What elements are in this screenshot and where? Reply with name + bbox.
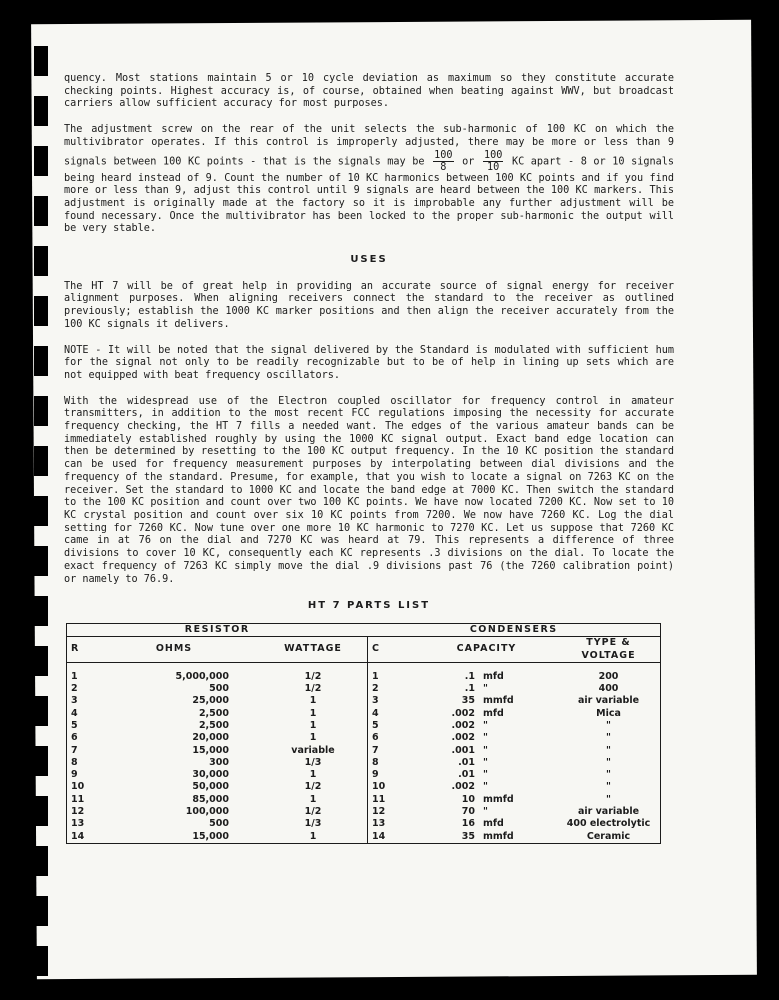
section-heading-uses: USES xyxy=(350,254,388,266)
condenser-capacity: .002 xyxy=(451,781,475,793)
condenser-unit: mfd xyxy=(483,707,504,719)
condenser-capacity: .002 xyxy=(451,719,475,731)
condenser-type-voltage: Mica xyxy=(596,707,621,719)
binding-notch xyxy=(34,246,48,276)
column-header-c: C xyxy=(368,637,417,663)
table-row xyxy=(67,720,661,732)
resistor-number: 8 xyxy=(71,756,78,768)
resistor-number: 11 xyxy=(71,793,85,805)
resistor-number: 7 xyxy=(71,744,78,756)
resistor-ohms: 2,500 xyxy=(198,719,229,731)
resistor-wattage: 1 xyxy=(309,793,317,805)
binding-notch xyxy=(34,96,48,126)
resistor-ohms: 15,000 xyxy=(192,830,229,842)
fraction-100-over-8 xyxy=(433,150,453,173)
binding-notch xyxy=(34,196,48,226)
table-row xyxy=(67,794,661,806)
binding-notch xyxy=(34,596,48,626)
condenser-capacity: .002 xyxy=(451,732,475,744)
condenser-capacity: .01 xyxy=(458,769,475,781)
binding-notch xyxy=(34,696,48,726)
resistor-number: 5 xyxy=(71,719,78,731)
table-row xyxy=(67,781,661,793)
table-row xyxy=(67,818,661,830)
resistor-ohms: 20,000 xyxy=(192,732,229,744)
resistor-wattage: 1/2 xyxy=(304,781,322,793)
condenser-capacity: 70 xyxy=(461,806,475,818)
resistor-wattage: 1 xyxy=(309,732,317,744)
binding-notch xyxy=(34,896,48,926)
resistor-number: 9 xyxy=(71,769,78,781)
resistor-wattage: 1/2 xyxy=(304,670,322,682)
condenser-unit: " xyxy=(483,769,488,781)
binding-notch xyxy=(34,346,48,376)
condenser-number: 12 xyxy=(368,806,417,818)
condenser-unit: mfd xyxy=(483,818,504,830)
resistor-number: 6 xyxy=(71,732,78,744)
table-row xyxy=(67,683,661,695)
binding-notch xyxy=(34,846,48,876)
condenser-number: 4 xyxy=(368,708,417,720)
resistor-ohms: 2,500 xyxy=(198,707,229,719)
binding-notch xyxy=(34,646,48,676)
column-header-type-voltage: TYPE & VOLTAGE xyxy=(557,637,661,663)
paragraph-adjustment-screw xyxy=(64,124,674,236)
resistor-ohms: 100,000 xyxy=(185,806,229,818)
resistor-wattage: variable xyxy=(291,744,335,756)
resistor-ohms: 500 xyxy=(209,683,229,695)
condenser-capacity: 16 xyxy=(461,818,475,830)
resistor-ohms: 5,000,000 xyxy=(175,670,229,682)
parts-list-table xyxy=(66,623,661,844)
fraction-100-over-10 xyxy=(483,150,503,173)
condenser-type-voltage: air variable xyxy=(577,806,640,818)
condenser-type-voltage: air variable xyxy=(577,695,640,707)
column-header-r: R xyxy=(67,637,116,663)
condenser-unit: " xyxy=(483,719,488,731)
resistor-number: 3 xyxy=(71,695,78,707)
resistor-ohms: 85,000 xyxy=(192,793,229,805)
paragraph-note-hum: NOTE - It will be noted that the signal delivered by the Standard is modulated with sufficient hum for the signal not only to be readily recognizable but to be of help in lining up sets which are not equipped with beat frequency oscillators. xyxy=(64,344,674,381)
binding-notch xyxy=(34,746,48,776)
table-row xyxy=(67,732,661,744)
resistor-wattage: 1 xyxy=(309,719,317,731)
paragraph-frequency-accuracy: quency. Most stations maintain 5 or 10 cycle deviation as maximum so they constitute accurate checking points. Highest accuracy is, of course, obtained when beating against WWV, but broadcast carriers allow sufficient accuracy for most purposes. xyxy=(64,73,674,110)
resistor-ohms: 25,000 xyxy=(192,695,229,707)
resistor-number: 12 xyxy=(71,806,85,818)
condenser-capacity: .1 xyxy=(464,670,475,682)
condenser-capacity: .01 xyxy=(458,756,475,768)
condenser-number: 3 xyxy=(368,695,417,707)
resistor-ohms: 30,000 xyxy=(192,769,229,781)
condenser-number: 13 xyxy=(368,818,417,830)
condenser-number: 7 xyxy=(368,745,417,757)
resistor-group-header: RESISTOR xyxy=(184,623,250,635)
condenser-number: 9 xyxy=(368,769,417,781)
condenser-number: 6 xyxy=(368,732,417,744)
condenser-unit: " xyxy=(483,683,488,695)
condenser-unit: " xyxy=(483,744,488,756)
resistor-number: 13 xyxy=(71,818,85,830)
condenser-number: 8 xyxy=(368,757,417,769)
fraction-numerator: 100 xyxy=(434,149,453,161)
condenser-type-voltage: 200 xyxy=(598,670,619,682)
fraction-denominator: 8 xyxy=(440,161,447,173)
table-row xyxy=(67,806,661,818)
resistor-number: 10 xyxy=(71,781,85,793)
resistor-number: 1 xyxy=(71,670,78,682)
column-header-ohms: OHMS xyxy=(115,637,259,663)
condenser-number: 10 xyxy=(368,781,417,793)
resistor-ohms: 15,000 xyxy=(192,744,229,756)
binding-notch xyxy=(34,446,48,476)
condenser-capacity: 10 xyxy=(461,793,475,805)
binding-notch xyxy=(34,496,48,526)
paragraph-uses-alignment: The HT 7 will be of great help in providing an accurate source of signal energy for receiver alignment purposes. When aligning receivers connect the standard to the receiver as outlined previously; establish the 1000 KC marker positions and then align the receiver accurately from the 100 KC signals it delivers. xyxy=(64,280,674,330)
condenser-type-voltage: Ceramic xyxy=(586,830,631,842)
table-row xyxy=(67,745,661,757)
condenser-capacity: .002 xyxy=(451,707,475,719)
binding-notch xyxy=(34,46,48,76)
binding-notch xyxy=(34,396,48,426)
resistor-ohms: 300 xyxy=(209,756,229,768)
condenser-type-voltage: " xyxy=(606,719,611,731)
condenser-type-voltage: " xyxy=(606,769,611,781)
resistor-wattage: 1 xyxy=(309,830,317,842)
fraction-numerator: 100 xyxy=(483,149,503,161)
paragraph-text: KC apart - 8 or 10 signals being heard instead of 9. Count the number of 10 KC harmonics between 100 KC points and if you find more or less than 9, adjust this control until 9 signals are heard between the 100 KC markers. This adjustment is originally made at the factory so it is improbable any further adjustment will be found necessary. Once the multivibrator has been locked to the proper sub-harmonic the output will be very stable. xyxy=(64,156,675,235)
condenser-capacity: 35 xyxy=(461,695,475,707)
binding-notch xyxy=(34,146,48,176)
condenser-unit: " xyxy=(483,732,488,744)
resistor-number: 14 xyxy=(71,830,85,842)
condenser-type-voltage: 400 electrolytic xyxy=(566,818,651,830)
paragraph-text: The adjustment screw on the rear of the unit selects the sub-harmonic of 100 KC on which the multivibrator operates. If this control is improperly adjusted, there may be more or less than 9 signals between 100 KC points - that is the signals may be xyxy=(64,124,674,168)
fraction-denominator: 10 xyxy=(487,161,500,173)
condenser-unit: " xyxy=(483,781,488,793)
resistor-wattage: 1/2 xyxy=(304,683,322,695)
condenser-capacity: 35 xyxy=(461,830,475,842)
condenser-type-voltage: " xyxy=(606,744,611,756)
condenser-capacity: .001 xyxy=(451,744,475,756)
paragraph-text: or xyxy=(462,156,475,168)
condenser-capacity: .1 xyxy=(464,683,475,695)
page-content xyxy=(64,73,674,844)
condenser-unit: " xyxy=(483,806,488,818)
condenser-type-voltage: " xyxy=(606,732,611,744)
resistor-wattage: 1/3 xyxy=(304,818,322,830)
condenser-number: 14 xyxy=(368,831,417,844)
resistor-ohms: 50,000 xyxy=(192,781,229,793)
resistor-ohms: 500 xyxy=(209,818,229,830)
resistor-number: 2 xyxy=(71,683,78,695)
condenser-unit: mmfd xyxy=(483,695,514,707)
condenser-unit: mmfd xyxy=(483,793,514,805)
table-row xyxy=(67,695,661,707)
table-row xyxy=(67,671,661,683)
binding-notch xyxy=(34,546,48,576)
resistor-wattage: 1/3 xyxy=(304,756,322,768)
condenser-number: 11 xyxy=(368,794,417,806)
condenser-unit: " xyxy=(483,756,488,768)
condenser-type-voltage: " xyxy=(606,793,611,805)
condenser-group-header: CONDENSERS xyxy=(469,623,558,635)
table-row xyxy=(67,708,661,720)
column-header-wattage: WATTAGE xyxy=(259,637,368,663)
resistor-wattage: 1 xyxy=(309,695,317,707)
parts-list-title: HT 7 PARTS LIST xyxy=(307,600,431,612)
table-row xyxy=(67,831,661,844)
condenser-type-voltage: " xyxy=(606,781,611,793)
condenser-type-voltage: 400 xyxy=(598,683,619,695)
condenser-number: 2 xyxy=(368,683,417,695)
condenser-type-voltage: " xyxy=(606,756,611,768)
table-row xyxy=(67,769,661,781)
condenser-number: 1 xyxy=(368,671,417,683)
resistor-wattage: 1/2 xyxy=(304,806,322,818)
condenser-number: 5 xyxy=(368,720,417,732)
binding-notch xyxy=(34,946,48,976)
binding-notch xyxy=(34,796,48,826)
condenser-unit: mfd xyxy=(483,670,504,682)
column-header-capacity: CAPACITY xyxy=(416,637,557,663)
condenser-unit: mmfd xyxy=(483,830,514,842)
resistor-wattage: 1 xyxy=(309,769,317,781)
binding-notch xyxy=(34,296,48,326)
paragraph-frequency-measurement: With the widespread use of the Electron coupled oscillator for frequency control in amateur transmitters, in addition to the most recent FCC regulations imposing the necessity for accurate frequency checking, the HT 7 fills a needed want. The edges of the various amateur bands can be immediately established roughly by using the 1000 KC signal output. Exact band edge location can then be determined by resetting to the 100 KC output frequency. In the 10 KC position the standard can be used for frequency measurement purposes by interpolating between dial divisions and the frequency of the standard. Presume, for example, that you wish to locate a signal on 7263 KC on the receiver. Set the standard to 1000 KC and locate the band edge at 7000 KC. Then switch the standard to the 100 KC position and count over two 100 KC points. We have now located 7200 KC. Now set to 10 KC crystal position and count over six 10 KC points from 7200. We now have 7260 KC. Log the dial setting for 7260 KC. Now tune over one more 10 KC harmonic to 7270 KC. Let us suppose that 7260 KC came in at 76 on the dial and 7270 KC was heard at 79. This represents a difference of three divisions to cover 10 KC, consequently each KC represents .3 divisions on the dial. To locate the exact frequency of 7263 KC simply move the dial .9 divisions past 76 (the 7260 calibration point) or namely to 76.9. xyxy=(64,395,674,585)
resistor-wattage: 1 xyxy=(309,707,317,719)
resistor-number: 4 xyxy=(71,707,78,719)
table-row xyxy=(67,757,661,769)
